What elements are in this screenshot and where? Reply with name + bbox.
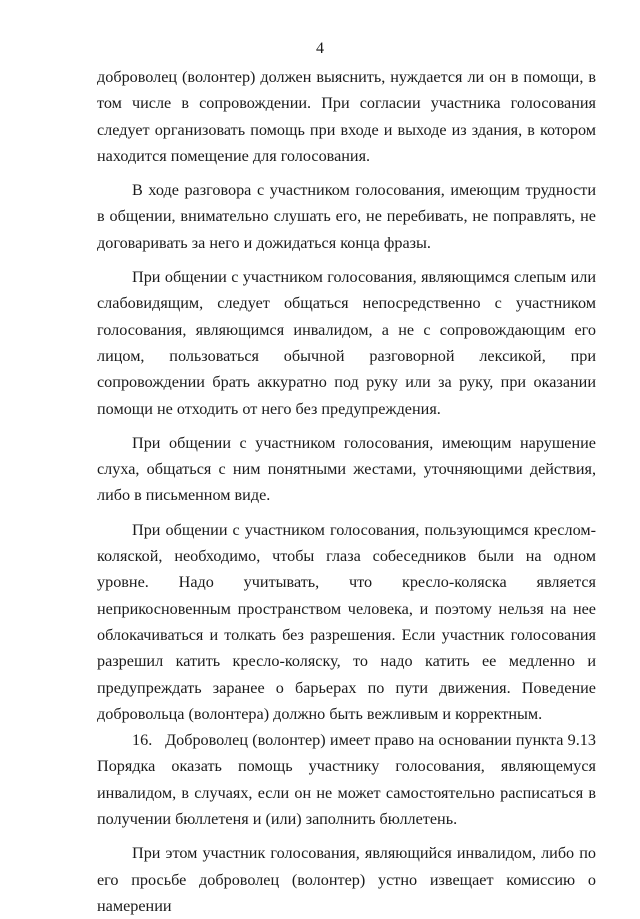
paragraph-continuation: доброволец (волонтер) должен выяснить, нуждается ли он в помощи, в том числе в сопровождении. При согласии участника голосования следует организовать помощь при входе и выходе из здания, в котором находится помещение для голосования. — [97, 68, 596, 165]
paragraph-item-16: 16. Доброволец (волонтер) имеет право на основании пункта 9.13 Порядка оказать помощь участнику голосования, являющемуся инвалидом, в случаях, если он не может самостоятельно расписаться в получении бюллетеня и (или) заполнить бюллетень. — [97, 731, 596, 829]
paragraph-hearing-impaired-voters: При общении с участником голосования, имеющим нарушение слуха, общаться с ним понятными жестами, уточняющими действия, либо в письменном виде. — [97, 433, 596, 505]
paragraph-wheelchair-users: При общении с участником голосования, пользующимся креслом-коляской, необходимо, чтобы глаза собеседников были на одном уровне. Надо учитывать, что кресло-коляска является неприкосновенным пространством человека, и поэтому нельзя на нее облокачиваться и толкать без разрешения. Если участник голосования разрешил катить кресло-коляску, то надо катить ее медленно и предупреждать заранее о барьерах по пути движения. Поведение добровольца (волонтера) должно быть вежливым и корректным. — [97, 520, 596, 723]
paragraph-blind-voters: При общении с участником голосования, являющимся слепым или слабовидящим, следует общаться непосредственно с участником голосования, являющимся инвалидом, а не с сопровождающим его лицом, пользоваться обычной разговорной лексикой, при сопровождении брать аккуратно под руку или за руку, при оказании помощи не отходить от него без предупреждения. — [97, 268, 596, 418]
document-body — [97, 64, 596, 919]
paragraph-communication-difficulties: В ходе разговора с участником голосования, имеющим трудности в общении, внимательно слушать его, не перебивать, не поправлять, не договаривать за него и дожидаться конца фразы. — [97, 181, 596, 252]
paragraph-notification: При этом участник голосования, являющийся инвалидом, либо по его просьбе доброволец (волонтер) устно извещает комиссию о намерении — [97, 844, 596, 915]
page-number: 4 — [316, 40, 324, 57]
